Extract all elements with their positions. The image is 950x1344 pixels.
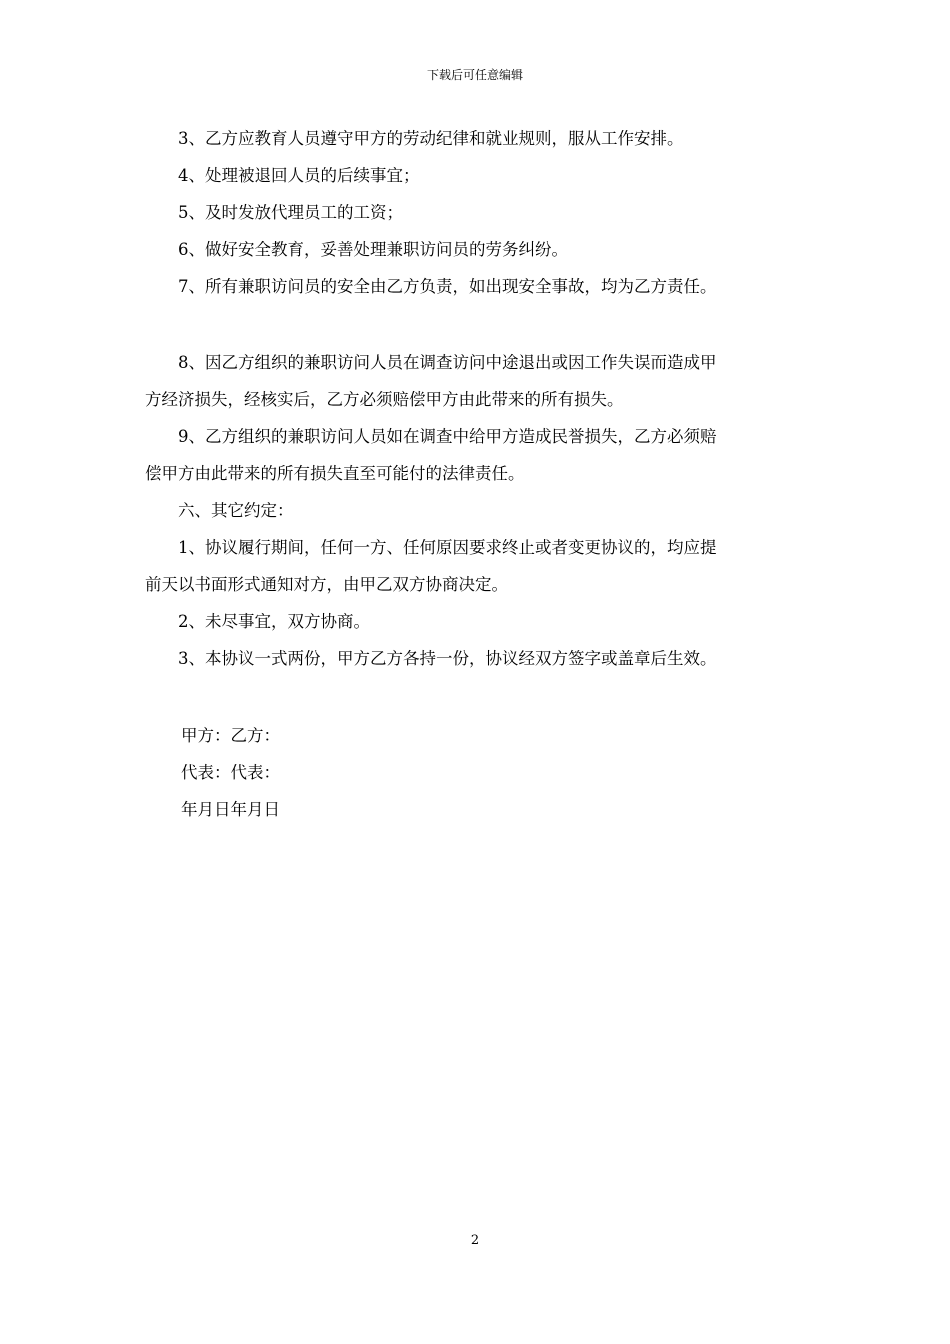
- section-6-item-1-line-2: 前天以书面形式通知对方，由甲乙双方协商决定。: [145, 575, 508, 594]
- section-6-item-1-line-1: 1、协议履行期间，任何一方、任何原因要求终止或者变更协议的，均应提: [178, 538, 717, 557]
- clause-8: [145, 344, 805, 418]
- clause-6: 6、做好安全教育，妥善处理兼职访问员的劳务纠纷。: [178, 240, 568, 259]
- section-6-item-2: 2、未尽事宜，双方协商。: [178, 612, 370, 631]
- clause-8-line-1: 8、因乙方组织的兼职访问人员在调查访问中途退出或因工作失误而造成甲: [178, 353, 717, 372]
- page-header: 下载后可任意编辑: [426, 68, 523, 82]
- section-6-item-1: [145, 529, 805, 603]
- signature-representatives: 代表：代表：: [181, 763, 280, 782]
- clause-7: 7、所有兼职访问员的安全由乙方负责，如出现安全事故，均为乙方责任。: [178, 277, 717, 296]
- clause-8-line-2: 方经济损失，经核实后，乙方必须赔偿甲方由此带来的所有损失。: [145, 390, 624, 409]
- section-6-item-3: 3、本协议一式两份，甲方乙方各持一份，协议经双方签字或盖章后生效。: [178, 649, 717, 668]
- document-body-continued: [145, 344, 805, 677]
- clause-9-line-2: 偿甲方由此带来的所有损失直至可能付的法律责任。: [145, 464, 525, 483]
- signature-dates: 年月日年月日: [181, 800, 280, 819]
- clause-4: 4、处理被退回人员的后续事宜；: [178, 166, 420, 185]
- section-6-heading: 六、其它约定：: [178, 501, 294, 520]
- clause-9-line-1: 9、乙方组织的兼职访问人员如在调查中给甲方造成民誉损失，乙方必须赔: [178, 427, 717, 446]
- page-number: 2: [470, 1233, 480, 1248]
- clause-3: 3、乙方应教育人员遵守甲方的劳动纪律和就业规则，服从工作安排。: [178, 129, 684, 148]
- signature-block: [145, 717, 805, 828]
- signature-parties: 甲方：乙方：: [181, 726, 280, 745]
- clause-9: [145, 418, 805, 492]
- clause-5: 5、及时发放代理员工的工资；: [178, 203, 403, 222]
- document-body: [145, 120, 805, 305]
